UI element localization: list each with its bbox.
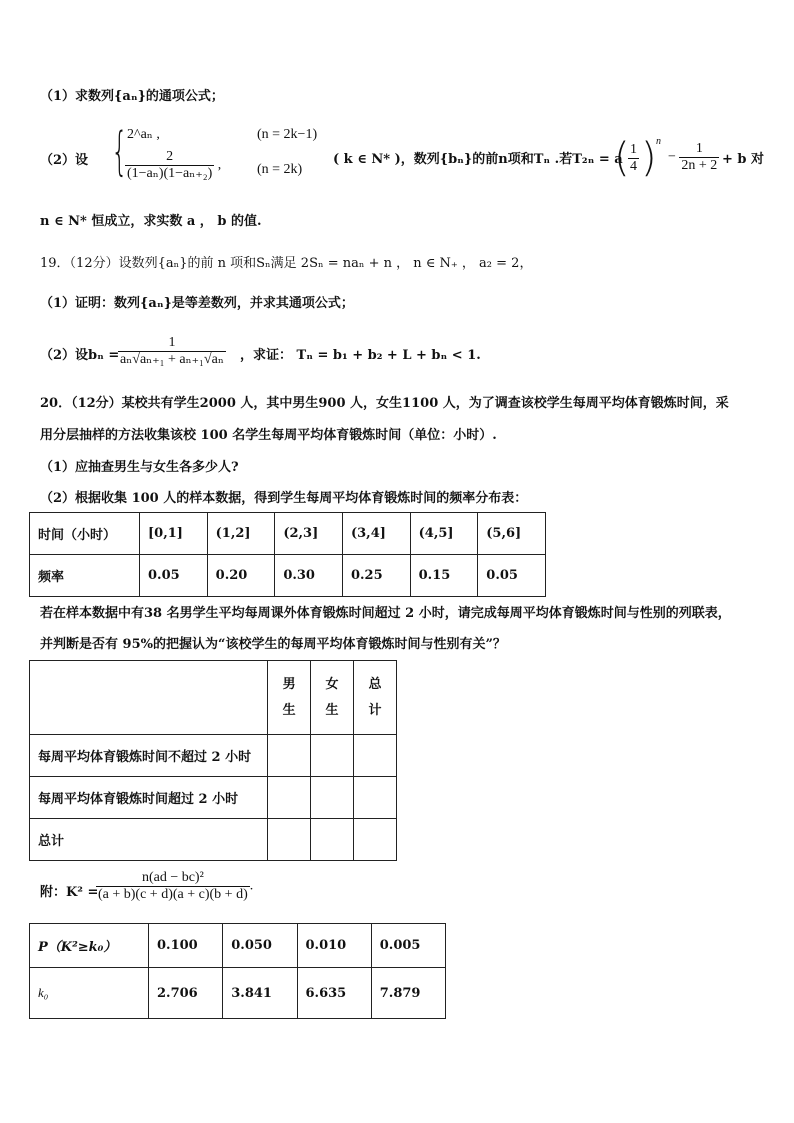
crit-row-p <box>30 924 446 968</box>
blank-cell[interactable] <box>354 777 397 819</box>
crit-cell: 0.100 <box>149 924 223 968</box>
q18-part1: （1）求数列{aₙ}的通项公式； <box>40 89 224 104</box>
minus-frac: − $\frac{1}{2n + 2}$ <box>668 141 718 173</box>
frac-quarter <box>628 142 639 175</box>
blank-cell[interactable] <box>354 819 397 861</box>
contingency-row <box>30 777 397 819</box>
crit-cell: P（K²≥k₀） <box>30 924 149 968</box>
q18-part2-mid: ( k ∈ N* )，数列{bₙ}的前n项和Tₙ .若T₂ₙ = a <box>333 152 623 167</box>
crit-cell: 2.706 <box>149 968 223 1019</box>
freq-cell: 0.20 <box>207 555 275 597</box>
q18-part2-line2: n ∈ N* 恒成立，求实数 a ， b 的值. <box>40 214 262 229</box>
formula-end: . <box>249 878 254 894</box>
exponent-n: n <box>656 136 661 147</box>
formula-num: n(ad − bc)² <box>141 870 204 885</box>
frequency-table <box>29 512 546 597</box>
crit-cell: 6.635 <box>297 968 371 1019</box>
quarter-den: 4 <box>630 159 637 174</box>
right-paren: ) <box>641 135 657 181</box>
crit-cell: 0.010 <box>297 924 371 968</box>
piece1-expr: 2^aₙ , <box>127 127 160 142</box>
q19-part2-prefix: （2）设bₙ = <box>40 348 120 363</box>
critical-value-table <box>29 923 446 1019</box>
piece2-frac: $\frac{2}{\text{(1−aₙ)(1−aₙ₊₂)}}$ , <box>127 149 222 181</box>
chi-square-formula <box>96 870 253 903</box>
blank-cell[interactable] <box>354 735 397 777</box>
freq-cell: (2,3] <box>275 513 343 555</box>
blank-cell[interactable] <box>311 819 354 861</box>
piecewise-brace: { <box>111 122 128 182</box>
q20-part2: （2）根据收集 100 人的样本数据，得到学生每周平均体育锻炼时间的频率分布表： <box>40 491 528 506</box>
frac2-num: 1 <box>695 141 703 156</box>
header-total: 总 计 <box>354 661 397 735</box>
freq-cell: (1,2] <box>207 513 275 555</box>
freq-cell: 频率 <box>30 555 140 597</box>
q19-part2-tail: ，求证： Tₙ = b₁ + b₂ + L + bₙ < 1. <box>240 348 481 363</box>
crit-cell: 0.005 <box>371 924 445 968</box>
piece1-cond: (n = 2k−1) <box>257 127 318 142</box>
freq-cell: 0.05 <box>140 555 208 597</box>
q19-part1: （1）证明：数列{aₙ}是等差数列，并求其通项公式； <box>40 296 354 311</box>
row-label: 每周平均体育锻炼时间超过 2 小时 <box>30 777 268 819</box>
q19-frac-den: aₙ√aₙ₊₁ + aₙ₊₁√aₙ <box>120 352 224 367</box>
left-paren: ( <box>614 135 630 181</box>
contingency-row <box>30 819 397 861</box>
header-male: 男 生 <box>268 661 311 735</box>
piece2-den: (1−aₙ)(1−aₙ₊₂) <box>127 166 213 181</box>
row-label: 每周平均体育锻炼时间不超过 2 小时 <box>30 735 268 777</box>
freq-cell: 0.15 <box>410 555 478 597</box>
freq-cell: (5,6] <box>478 513 546 555</box>
piece2-cond: (n = 2k) <box>257 162 303 177</box>
blank-cell[interactable] <box>311 777 354 819</box>
freq-cell: (3,4] <box>342 513 410 555</box>
freq-cell: 0.05 <box>478 555 546 597</box>
q20-part1: （1）应抽查男生与女生各多少人? <box>40 460 239 475</box>
q20-stem-line1: 20．（12分）某校共有学生2000 人，其中男生900 人，女生1100 人，为了调查该校学生每周平均体育锻炼时间，采 <box>40 396 729 411</box>
freq-cell: 0.25 <box>342 555 410 597</box>
contingency-table <box>29 660 397 861</box>
freq-row-time <box>30 513 546 555</box>
q20-para-line2: 并判断是否有 95%的把握认为“该校学生的每周平均体育锻炼时间与性别有关”？ <box>40 637 506 652</box>
freq-row-freq <box>30 555 546 597</box>
header-female: 女 生 <box>311 661 354 735</box>
blank-cell[interactable] <box>268 819 311 861</box>
q18-part2-tail: + b 对 <box>722 152 765 167</box>
q19-frac <box>118 335 226 368</box>
q19-frac-num: 1 <box>168 335 176 350</box>
blank-cell[interactable] <box>268 735 311 777</box>
piece2-num: 2 <box>166 149 174 164</box>
crit-cell: 0.050 <box>223 924 297 968</box>
row-label: 总计 <box>30 819 268 861</box>
blank-cell[interactable] <box>268 777 311 819</box>
freq-cell: 时间（小时） <box>30 513 140 555</box>
q20-para-line1: 若在样本数据中有38 名男学生平均每周课外体育锻炼时间超过 2 小时，请完成每周平均体育锻炼时间与性别的列联表， <box>40 606 731 621</box>
blank-cell[interactable] <box>311 735 354 777</box>
contingency-header-row <box>30 661 397 735</box>
formula-den: (a + b)(c + d)(a + c)(b + d) <box>98 887 248 902</box>
freq-cell: [0,1] <box>140 513 208 555</box>
freq-cell: (4,5] <box>410 513 478 555</box>
crit-cell: 7.879 <box>371 968 445 1019</box>
crit-row-k <box>30 968 446 1019</box>
contingency-corner <box>30 661 268 735</box>
crit-cell: k₀ <box>30 968 149 1019</box>
q18-part2-prefix: （2）设 <box>40 153 89 168</box>
freq-cell: 0.30 <box>275 555 343 597</box>
crit-cell: 3.841 <box>223 968 297 1019</box>
q20-stem-line2: 用分层抽样的方法收集该校 100 名学生每周平均体育锻炼时间（单位：小时）. <box>40 428 497 443</box>
quarter-num: 1 <box>630 142 637 157</box>
frac2-den: 2n + 2 <box>681 158 718 173</box>
formula-prefix: 附：K² = <box>40 885 99 900</box>
contingency-row <box>30 735 397 777</box>
q19-stem: 19．（12分）设数列{aₙ}的前 n 项和Sₙ满足 2Sₙ = naₙ + n ， n ∈ N₊ ， a₂ = 2， <box>40 256 533 271</box>
